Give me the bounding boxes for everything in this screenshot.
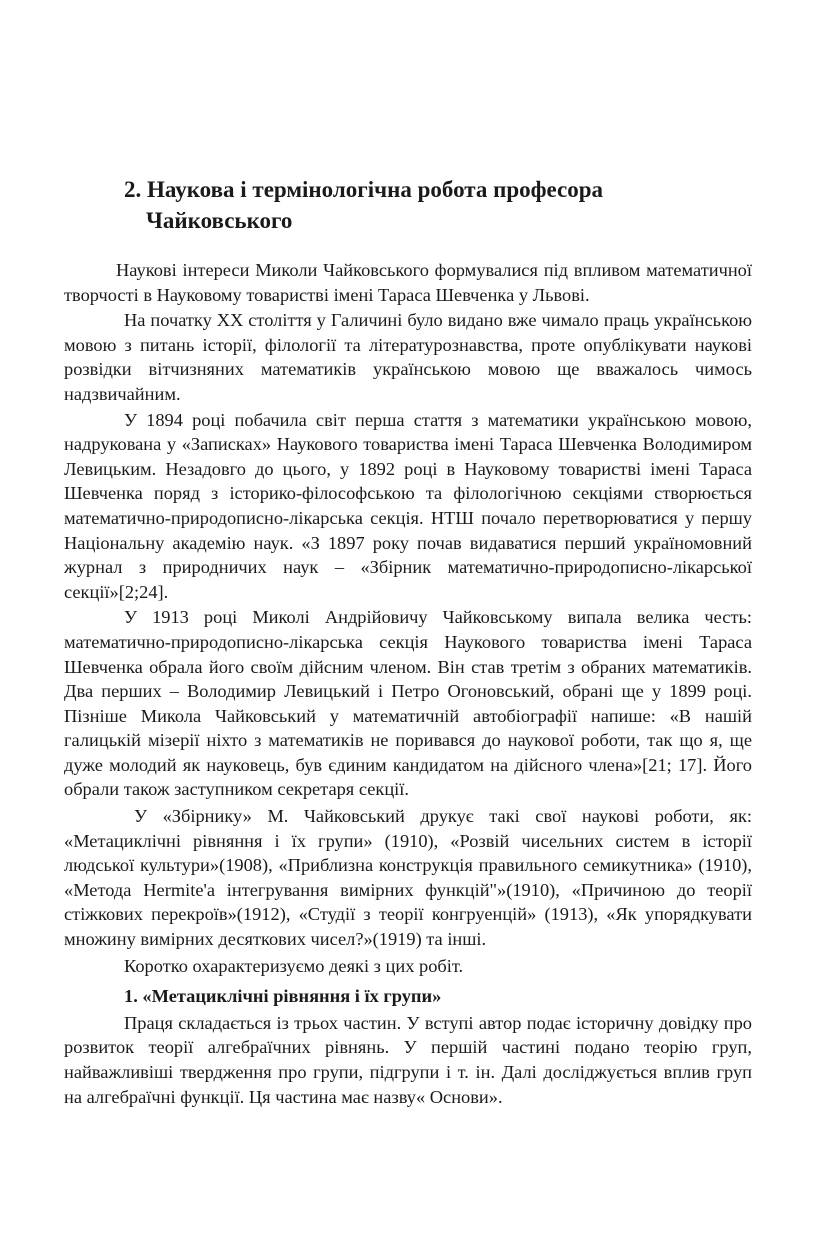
paragraph: Наукові інтереси Миколи Чайковського формувалися під впливом математичної творчості в Науковому товаристві імені Тараса Шевченка у Львові. (64, 260, 752, 305)
paragraph: На початку ХХ століття у Галичині було видано вже чимало праць українською мовою з питань історії, філології та літературознавства, проте опублікувати наукові розвідки вітчизняних математиків українською мовою ще вважалось чимось надзвичайним. (64, 310, 752, 404)
document-page (64, 0, 752, 1240)
section-heading-line2: Чайковського (146, 208, 293, 233)
subsection-heading: 1. «Метациклічні рівняння і їх групи» (124, 986, 442, 1007)
section-heading-line1: 2. Наукова і термінологічна робота професора (124, 177, 604, 202)
paragraph: У «Збірнику» М. Чайковський друкує такі свої наукові роботи, як: «Метациклічні рівняння і їх групи» (1910), «Розвій чисельних систем в історії людської культури»(1908), «Приблизна конструкція правильного семикутника» (1910), «Метода Hermite'а інтегрування вимірних функцій"»(1910), «Причиною до теорії стіжкових перекроїв»(1912), «Студії з теорії конгруенцій» (1913), «Як упорядкувати множину вимірних десяткових чисел?»(1919) та інші. (64, 806, 752, 950)
paragraph: У 1894 році побачила світ перша стаття з математики українською мовою, надрукована у «Записках» Наукового товариства імені Тараса Шевченка Володимиром Левицьким. Незадовго до цього, у 1892 році в Науковому товаристві імені Тараса Шевченка поряд з історико-філософською та філологічною секціями створюється математично-природописно-лікарська секція. НТШ почало перетворюватися у першу Національну академію наук. «З 1897 року почав видаватися перший україномовний журнал з природничих наук – «Збірник математично-природописно-лікарської секції»[2;24]. (64, 409, 752, 602)
paragraph: Праця складається із трьох частин. У вступі автор подає історичну довідку про розвиток теорії алгебраїчних рівнянь. У першій частині подано теорію груп, найважливіші твердження про групи, підгрупи і т. ін. Далі досліджується вплив груп на алгебраїчні функції. Ця частина має назву« Основи». (64, 1012, 752, 1107)
section-heading (124, 174, 724, 236)
paragraph: Коротко охарактеризуємо деякі з цих робіт. (124, 955, 464, 976)
section-body (64, 258, 752, 1109)
paragraph: У 1913 році Миколі Андрійовичу Чайковському випала велика честь: математично-природописно-лікарська секція Наукового товариства імені Тараса Шевченка обрала його своїм дійсним членом. Він став третім з обраних математиків. Два перших – Володимир Левицький і Петро Огоновський, обрані ще у 1899 році. Пізніше Микола Чайковський у математичній автобіографії напише: «В нашій галицькій мізерії ніхто з математиків не поривався до наукової роботи, так що я, ще дуже молодий як науковець, був єдиним кандидатом на дійсного члена»[21; 17]. Його обрали також заступником секретаря секції. (64, 607, 752, 800)
